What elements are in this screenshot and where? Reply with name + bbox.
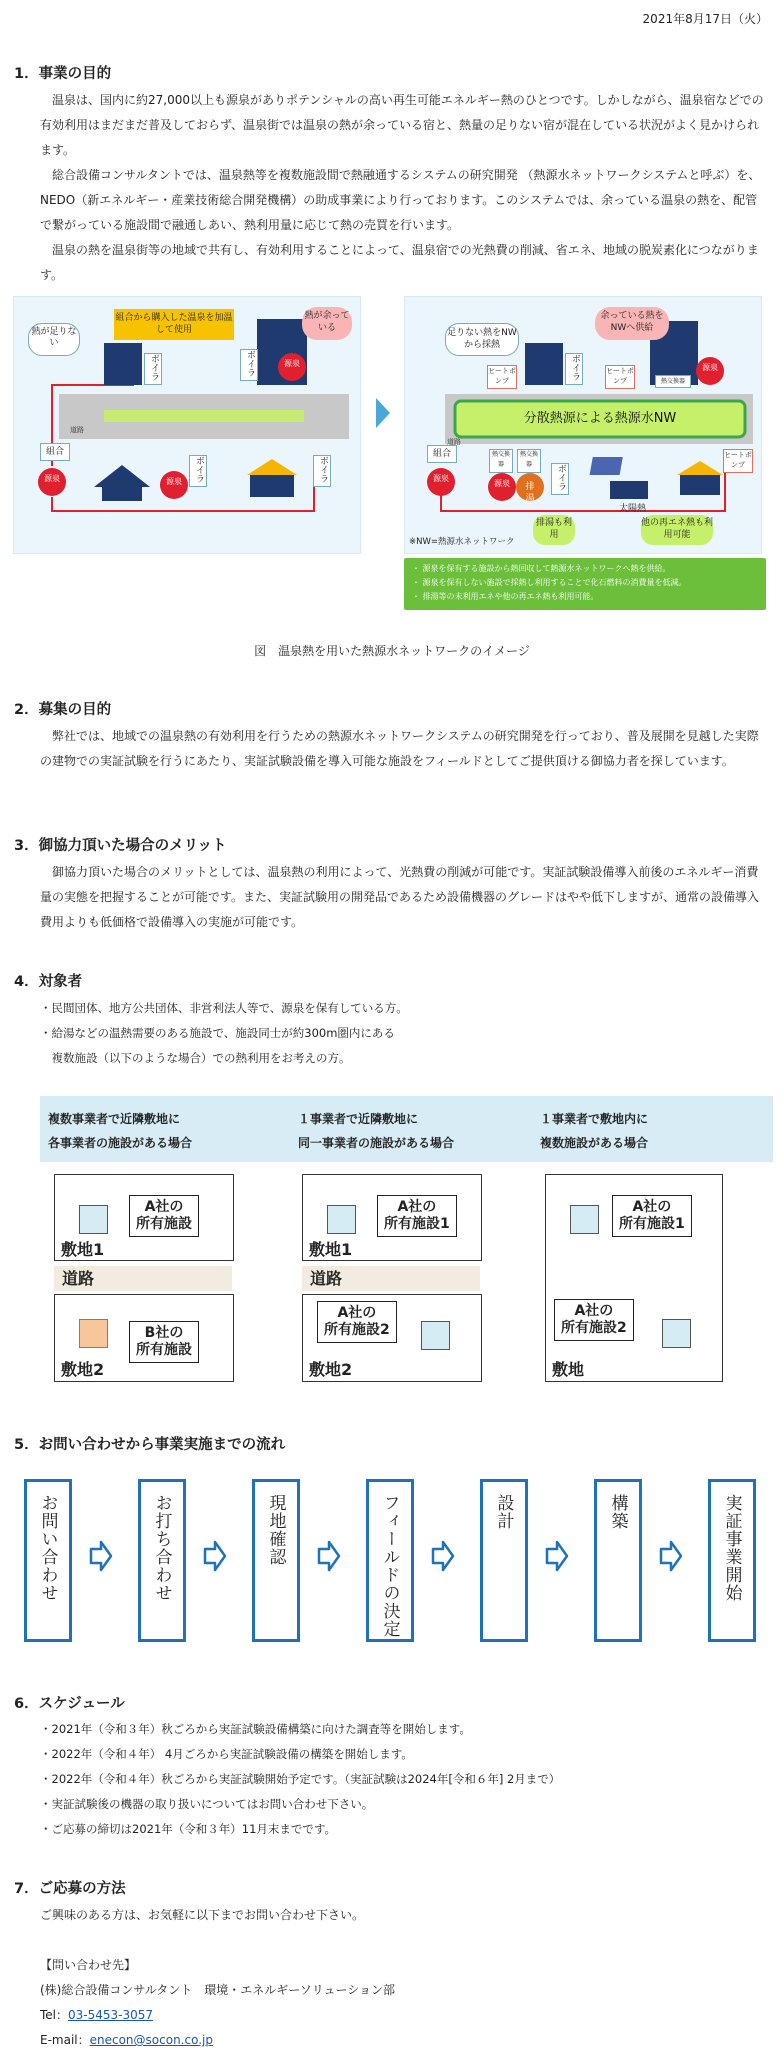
tel-link[interactable]: 03-5453-3057 [68, 2008, 154, 2022]
benefit-item: ・ 源泉を保有しない施設で採熱し利用することで化石燃料の消費量を低減。 [412, 578, 687, 587]
benefit-item: ・ 排湯等の未利用エネや他の再エネ熱も利用可能。 [412, 592, 599, 601]
road-label: 道路 [447, 438, 461, 446]
list-item: ・2021年（令和３年）秋ごろから実証試験設備構築に向けた調査等を開始します。 [40, 1722, 471, 1736]
flow-arrow-icon [544, 1539, 570, 1573]
heat-pump-label: ヒートポンプ [605, 365, 635, 389]
boiler-label: ボイラ [240, 349, 258, 381]
section-1-title: 1．事業の目的 [14, 66, 112, 82]
source-label: 源泉 [494, 479, 510, 488]
heat-exchanger-label: 熱交換器 [489, 449, 513, 473]
case-1-site-1 [54, 1174, 234, 1261]
exhaust-hot-water-label: 排湯 [525, 482, 535, 504]
facility-square [327, 1205, 356, 1234]
contact-tel: Tel：03-5453-3057 [40, 2008, 154, 2022]
paragraph: 温泉は、国内に約27,000以上も源泉がありポテンシャルの高い再生可能エネルギー熱のひとつです。しかしながら、温泉宿などでの有効利用はまだまだ普及しておらず、温泉街では温泉の熱が余っている宿と、熱量の足りない宿が混在している状況がよく見かけられます。 [40, 93, 764, 157]
site-label: 敷地 [552, 1360, 585, 1379]
paragraph: 温泉の熱を温泉街等の地域で共有し、有効利用することによって、温泉宿での光熱費の削減、省エネ、地域の脱炭素化につながります。 [40, 243, 759, 282]
section-2-body [40, 724, 765, 774]
renewable-use-bubble: 他の再エネ熱も利用可能 [641, 515, 713, 545]
source-label: 源泉 [44, 474, 60, 483]
facility-callout: A社の 所有施設1 [612, 1195, 692, 1237]
document-date: 2021年8月17日（火） [642, 12, 768, 26]
section-6-title: 6．スケジュール [14, 1696, 125, 1712]
facility-callout: B社の 所有施設 [129, 1321, 199, 1363]
paragraph: 御協力頂いた場合のメリットとしては、温泉熱の利用によって、光熱費の削減が可能です。実証試験設備導入前後のエネルギー消費量の実態を把握することが可能です。また、実証試験用の開発品であるため設備機器のグレードはやや低下しますが、通常の設備導入費用よりも低価格で設備導入の実施が可能です。 [40, 865, 760, 929]
figure-caption: 図 温泉熱を用いた熱源水ネットワークのイメージ [254, 644, 530, 658]
figure-network-state [404, 296, 762, 554]
heat-exchanger-label: 熱交換器 [517, 449, 541, 473]
solar-label: 太陽熱 [619, 504, 647, 514]
case-1-heading: 複数事業者で近隣敷地に 各事業者の施設がある場合 [48, 1112, 193, 1150]
source-label: 源泉 [702, 363, 718, 372]
union-label: 組合 [427, 445, 457, 463]
site-label: 敷地2 [309, 1360, 353, 1379]
network-label: 分散熱源による熱源水NW [523, 411, 677, 426]
site-label: 敷地1 [309, 1240, 353, 1259]
email-link[interactable]: enecon@socon.co.jp [89, 2033, 213, 2047]
list-item: ・給湯などの温熱需要のある施設で、施設同士が約300m圏内にある [40, 1026, 395, 1040]
section-5-title: 5．お問い合わせから事業実施までの流れ [14, 1437, 286, 1453]
transition-arrow-icon [374, 396, 392, 430]
road-label: 道路 [70, 426, 84, 434]
source-label: 源泉 [166, 477, 182, 486]
source-label: 源泉 [284, 359, 300, 368]
paragraph: 弊社では、地域での温泉熱の有効利用を行うための熱源水ネットワークシステムの研究開発を行っており、普及展開を見越した実際の建物での実証試験を行うにあたり、実証試験設備を導入可能な施設をフィールドとしてご提供頂ける御協力者を探しています。 [40, 729, 759, 768]
contact-heading: 【問い合わせ先】 [40, 1958, 137, 1972]
facility-callout: A社の 所有施設1 [377, 1195, 457, 1237]
road-band: 道路 [54, 1266, 232, 1291]
case-header-band [40, 1096, 773, 1162]
paragraph: 総合設備コンサルタントでは、温泉熱等を複数施設間で熱融通するシステムの研究開発 （熱源水ネットワークシステムと呼ぶ）を、NEDO（新エネルギー・産業技術総合開発機構）の助成事業により行っております。このシステムでは、余っている温泉の熱を、配管で繋がっている施設間で融通しあい、熱利用量に応じて熱の売買を行います。 [40, 168, 761, 232]
case-2-site-1 [302, 1174, 482, 1261]
case-2-heading: １事業者で近隣敷地に 同一事業者の施設がある場合 [298, 1112, 455, 1150]
site-label: 敷地2 [61, 1360, 105, 1379]
surplus-heat-bubble: 熱が余っている [302, 307, 352, 340]
lack-heat-bubble: 足りない熱をNWから採熱 [445, 323, 519, 356]
network-note: ※NW=熱源水ネットワーク [409, 537, 515, 547]
section-7-title: 7．ご応募の方法 [14, 1881, 126, 1897]
flow-step: お問い合わせ [24, 1479, 72, 1642]
boiler-label: ボイラ [144, 353, 162, 385]
flow-arrow-icon [202, 1539, 228, 1573]
facility-square [570, 1205, 599, 1234]
section-3-body [40, 860, 765, 935]
flow-arrow-icon [430, 1539, 456, 1573]
heat-exchanger-label: 熱交換器 [655, 375, 691, 388]
heat-pump-label: ヒートポンプ [723, 449, 753, 473]
boiler-label: ボイラ [189, 455, 207, 487]
lack-heat-bubble: 熱が足りない [28, 323, 80, 356]
section-4-list [40, 996, 408, 1071]
list-item: 複数施設（以下のような場合）での熱利用をお考えの方。 [40, 1051, 351, 1065]
list-item: ・民間団体、地方公共団体、非営利法人等で、源泉を保有している方。 [40, 1001, 408, 1015]
flow-arrow-icon [658, 1539, 684, 1573]
case-2-site-2 [302, 1294, 482, 1382]
boiler-label: ボイラ [551, 463, 569, 495]
flow-step: 実証事業開始 [708, 1479, 756, 1642]
section-1-body [40, 88, 765, 288]
exhaust-use-bubble: 排湯も利用 [533, 515, 575, 545]
case-3-heading: １事業者で敷地内に 複数施設がある場合 [540, 1112, 649, 1150]
facility-callout: A社の 所有施設2 [317, 1301, 397, 1343]
boiler-label: ボイラ [565, 353, 583, 385]
road-band: 道路 [302, 1266, 480, 1291]
case-3-site [545, 1174, 723, 1382]
facility-callout: A社の 所有施設2 [554, 1299, 634, 1341]
section-7-body [40, 1903, 395, 2053]
flow-step: 構築 [594, 1479, 642, 1642]
site-label: 敷地1 [61, 1240, 105, 1259]
list-item: ・2022年（令和４年）秋ごろから実証試験開始予定です。（実証試験は2024年[令和６年] 2月まで） [40, 1772, 561, 1786]
heat-pump-label: ヒートポンプ [487, 365, 517, 389]
flow-arrow-icon [316, 1539, 342, 1573]
flow-step: 現地確認 [252, 1479, 300, 1642]
flow-step: お打ち合わせ [138, 1479, 186, 1642]
section-3-title: 3．御協力頂いた場合のメリット [14, 838, 227, 854]
list-item: ・実証試験後の機器の取り扱いについてはお問い合わせ下さい。 [40, 1797, 374, 1811]
list-item: ・ご応募の締切は2021年（令和３年）11月末までです。 [40, 1822, 336, 1836]
figure-current-state [13, 296, 361, 554]
facility-callout: A社の 所有施設 [129, 1195, 199, 1237]
benefits-box [404, 558, 766, 610]
source-label: 源泉 [433, 474, 449, 483]
flow-arrow-icon [88, 1539, 114, 1573]
boiler-label: ボイラ [313, 455, 331, 487]
surplus-heat-bubble: 余っている熱をNWへ供給 [595, 307, 669, 340]
flow-step: 設計 [480, 1479, 528, 1642]
facility-square [662, 1319, 691, 1348]
contact-company: (株)総合設備コンサルタント 環境・エネルギーソリューション部 [40, 1983, 395, 1997]
flow-step: フィールドの決定 [366, 1479, 414, 1642]
section-2-title: 2．募集の目的 [14, 702, 112, 718]
section-6-list [40, 1717, 560, 1842]
facility-square [79, 1205, 108, 1234]
contact-email: E-mail：enecon@socon.co.jp [40, 2033, 213, 2047]
paragraph: ご興味のある方は、お気軽に以下までお問い合わせ下さい。 [40, 1908, 365, 1922]
section-4-title: 4．対象者 [14, 974, 83, 990]
list-item: ・2022年（令和４年） 4月ごろから実証試験設備の構築を開始します。 [40, 1747, 413, 1761]
case-1-site-2 [54, 1294, 234, 1382]
purchased-spring-bubble: 組合から購入した温泉を加温して使用 [114, 309, 234, 340]
union-label: 組合 [40, 443, 70, 461]
facility-square [421, 1321, 450, 1350]
facility-square [79, 1319, 108, 1348]
benefit-item: ・ 源泉を保有する施設から熱回収して熱源水ネットワークへ熱を供給。 [412, 564, 671, 573]
